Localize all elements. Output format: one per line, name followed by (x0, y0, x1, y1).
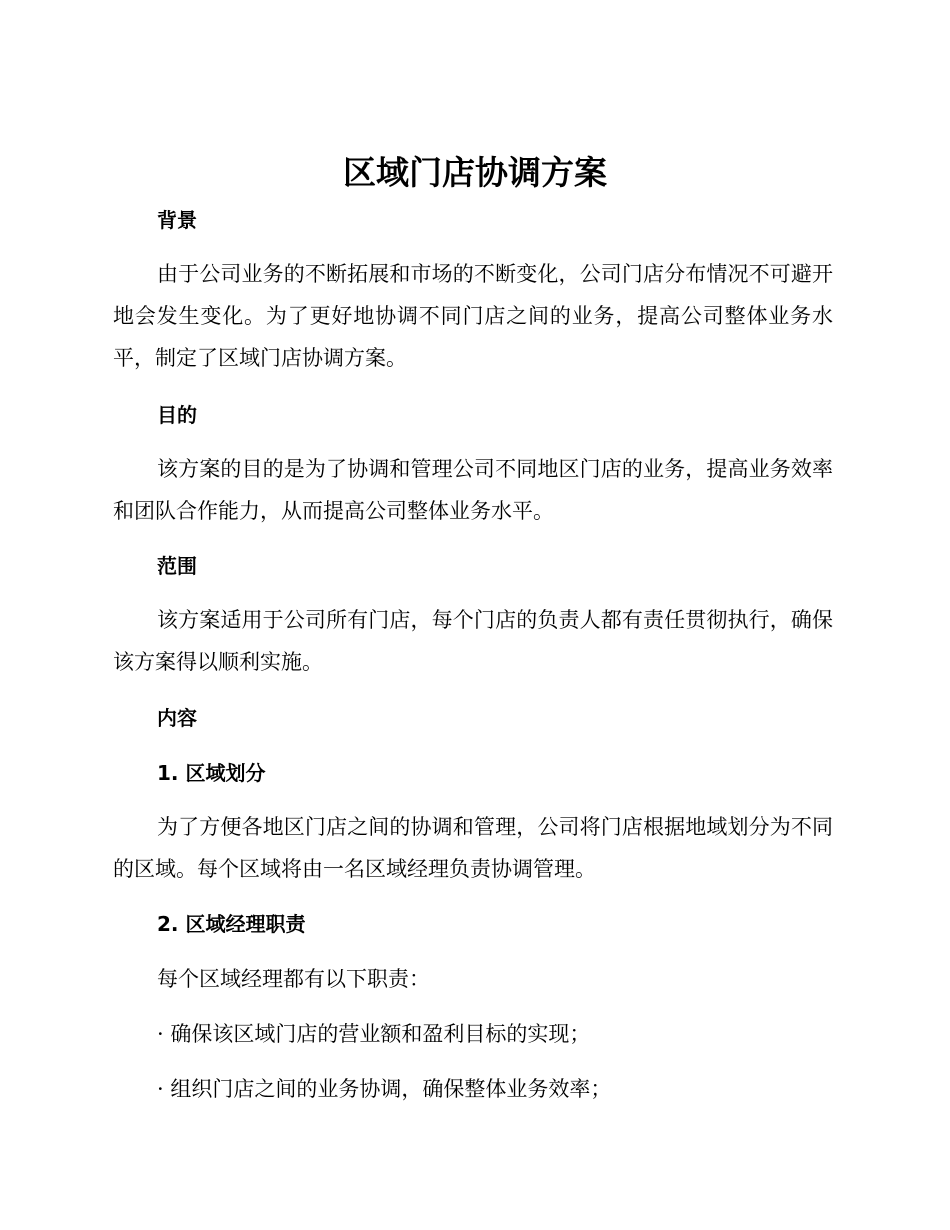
section-heading-content: 内容 (157, 706, 197, 730)
subsection-heading-region-division: 1. 区域划分 (157, 761, 266, 785)
section-heading-purpose: 目的 (157, 403, 197, 427)
subsection-heading-manager-duties: 2. 区域经理职责 (157, 912, 306, 936)
section-heading-background: 背景 (157, 208, 197, 232)
section-text-scope: 该方案适用于公司所有门店，每个门店的负责人都有责任贯彻执行，确保该方案得以顺利实施。 (113, 608, 833, 674)
document-title: 区域门店协调方案 (343, 153, 607, 192)
manager-duties-intro: 每个区域经理都有以下职责： (157, 967, 430, 991)
section-heading-scope: 范围 (157, 554, 197, 578)
list-item: · 组织门店之间的业务协调，确保整体业务效率； (157, 1077, 612, 1101)
subsection-text-region-division: 为了方便各地区门店之间的协调和管理，公司将门店根据地域划分为不同的区域。每个区域将由一名区域经理负责协调管理。 (113, 815, 833, 881)
section-text-purpose: 该方案的目的是为了协调和管理公司不同地区门店的业务，提高业务效率和团队合作能力，从而提高公司整体业务水平。 (113, 457, 833, 523)
section-text-background: 由于公司业务的不断拓展和市场的不断变化，公司门店分布情况不可避开地会发生变化。为了更好地协调不同门店之间的业务，提高公司整体业务水平，制定了区域门店协调方案。 (113, 262, 833, 370)
list-item: · 确保该区域门店的营业额和盈利目标的实现； (157, 1022, 591, 1046)
